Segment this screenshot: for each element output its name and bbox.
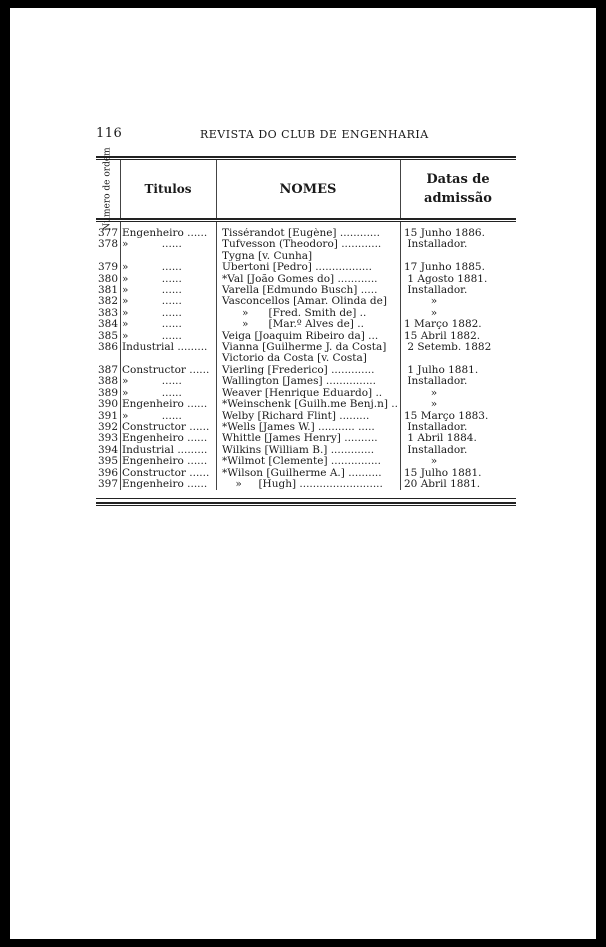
row-nome: *Wilmot [Clemente] ............... [222, 456, 381, 468]
row-data: Installador. [404, 285, 468, 297]
row-data [400, 251, 516, 262]
row-titulo: » ...... [122, 239, 182, 251]
row-data: 2 Setemb. 1882 [404, 342, 492, 354]
row-titulo: Industrial ......... [122, 444, 208, 456]
row-titulo: Constructor ...... [122, 421, 210, 433]
row-number: 395 [97, 455, 118, 468]
table-row [96, 308, 516, 319]
row-data: » [404, 456, 438, 468]
column-header-titulos: Titulos [144, 182, 192, 196]
row-titulo: » ...... [122, 262, 182, 274]
row-data: 1 Março 1882. [404, 319, 482, 331]
row-number: 379 [97, 261, 118, 274]
row-number: 392 [97, 420, 118, 433]
table-row [96, 445, 516, 456]
row-number: 389 [97, 386, 118, 399]
table-row [96, 353, 516, 364]
row-number: 381 [97, 284, 118, 297]
row-data: 15 Junho 1886. [404, 228, 485, 239]
row-titulo: Engenheiro ...... [122, 433, 208, 445]
row-titulo: Engenheiro ...... [122, 399, 208, 411]
row-nome: » [Fred. Smith de] .. [222, 307, 367, 319]
row-nome: *Val [João Gomes do] ............ [222, 273, 378, 285]
row-data: 1 Agosto 1881. [404, 273, 488, 285]
row-number: 377 [97, 227, 118, 239]
row-nome: Ubertoni [Pedro] ................. [222, 262, 372, 274]
table-row [96, 319, 516, 330]
table-row [96, 433, 516, 444]
row-data: 15 Março 1883. [404, 410, 489, 422]
row-number: 387 [97, 363, 118, 376]
column-header-nomes: NOMES [279, 181, 337, 197]
row-nome: Vianna [Guilherme J. da Costa] [222, 342, 387, 354]
page-number: 116 [96, 126, 123, 141]
row-number: 393 [97, 432, 118, 445]
row-data: » [404, 399, 438, 411]
running-title: REVISTA DO CLUB DE ENGENHARIA [200, 128, 429, 141]
row-nome: Tygna [v. Cunha] [222, 250, 313, 262]
table-row [96, 262, 516, 273]
row-number: 378 [97, 238, 118, 251]
column-header-datas: Datas de admissão [424, 172, 492, 206]
table-row [96, 239, 516, 250]
row-data: 17 Junho 1885. [404, 262, 485, 274]
row-data: 15 Abril 1882. [404, 330, 481, 342]
row-data: 20 Abril 1881. [404, 478, 481, 490]
row-nome: Tissérandot [Eugène] ............ [222, 228, 380, 239]
row-data: Installador. [404, 444, 468, 456]
row-number: 386 [97, 341, 118, 354]
row-data: » [404, 296, 438, 308]
row-titulo: » ...... [122, 296, 182, 308]
row-data: Installador. [404, 421, 468, 433]
row-nome: Victorio da Costa [v. Costa] [222, 353, 367, 365]
row-nome: Welby [Richard Flint] ......... [222, 410, 370, 422]
row-nome: Wallington [James] ............... [222, 376, 376, 388]
row-number: 380 [97, 272, 118, 285]
row-titulo: » ...... [122, 273, 182, 285]
row-titulo: » ...... [122, 285, 182, 297]
row-nome: *Weinschenk [Guilh.me Benj.n] .. [222, 399, 398, 411]
table-row [96, 456, 516, 467]
row-nome: Vierling [Frederico] ............. [222, 364, 375, 376]
row-titulo: Engenheiro ...... [122, 228, 208, 239]
table-row [96, 365, 516, 376]
table-row [96, 479, 516, 490]
table-row [96, 388, 516, 399]
row-number: 388 [97, 375, 118, 388]
table-row [96, 422, 516, 433]
row-titulo: » ...... [122, 307, 182, 319]
row-number: 396 [97, 466, 118, 479]
table-row [96, 331, 516, 342]
row-nome: Veiga [Joaquim Ribeiro da] ... [222, 330, 379, 342]
table-row [96, 399, 516, 410]
row-number: 390 [97, 398, 118, 411]
members-table [96, 147, 516, 506]
row-data: 1 Julho 1881. [404, 364, 479, 376]
row-titulo: » ...... [122, 387, 182, 399]
row-nome: » [Hugh] ......................... [222, 478, 383, 490]
table-row [96, 342, 516, 353]
row-nome: Varella [Edmundo Busch] ..... [222, 285, 378, 297]
row-nome: Tufvesson (Theodoro] ............ [222, 239, 382, 251]
row-titulo: » ...... [122, 319, 182, 331]
row-number: 391 [97, 409, 118, 422]
row-titulo [120, 251, 216, 262]
row-nome: » [Mar.º Alves de] .. [222, 319, 364, 331]
table-body [96, 222, 516, 490]
row-titulo: Engenheiro ...... [122, 456, 208, 468]
row-data: 15 Julho 1881. [404, 467, 482, 479]
row-titulo: » ...... [122, 410, 182, 422]
row-titulo: » ...... [122, 376, 182, 388]
row-titulo: Industrial ......... [122, 342, 208, 354]
table-row [96, 376, 516, 387]
row-data [400, 353, 516, 364]
row-number: 384 [97, 318, 118, 331]
row-nome: *Wells [James W.] ........... ..... [222, 421, 375, 433]
row-nome: *Wilson [Guilherme A.] .......... [222, 467, 382, 479]
document-page [10, 8, 596, 939]
row-number: 383 [97, 306, 118, 319]
row-titulo: Engenheiro ...... [122, 478, 208, 490]
row-number: 397 [97, 477, 118, 490]
table-row [96, 228, 516, 239]
row-data: Installador. [404, 376, 468, 388]
row-data: 1 Abril 1884. [404, 433, 477, 445]
table-row [96, 274, 516, 285]
row-nome: Vasconcellos [Amar. Olinda de] [222, 296, 387, 308]
row-titulo: » ...... [122, 330, 182, 342]
row-nome: Wilkins [William B.] ............. [222, 444, 375, 456]
row-titulo [120, 353, 216, 364]
table-row [96, 296, 516, 307]
row-titulo: Constructor ...... [122, 467, 210, 479]
table-row [96, 411, 516, 422]
row-data: » [404, 387, 438, 399]
row-nome: Weaver [Henrique Eduardo] .. [222, 387, 383, 399]
row-number: 385 [97, 329, 118, 342]
bottom-rule-2 [96, 502, 516, 506]
table-row [96, 285, 516, 296]
row-nome: Whittle [James Henry] .......... [222, 433, 378, 445]
row-number: 382 [97, 295, 118, 308]
column-header-numero: Numero de ordem [102, 147, 113, 231]
row-titulo: Constructor ...... [122, 364, 210, 376]
row-data: » [404, 307, 438, 319]
table-header [96, 147, 516, 231]
row-number: 394 [97, 443, 118, 456]
table-row [96, 251, 516, 262]
row-data: Installador. [404, 239, 468, 251]
table-row [96, 468, 516, 479]
